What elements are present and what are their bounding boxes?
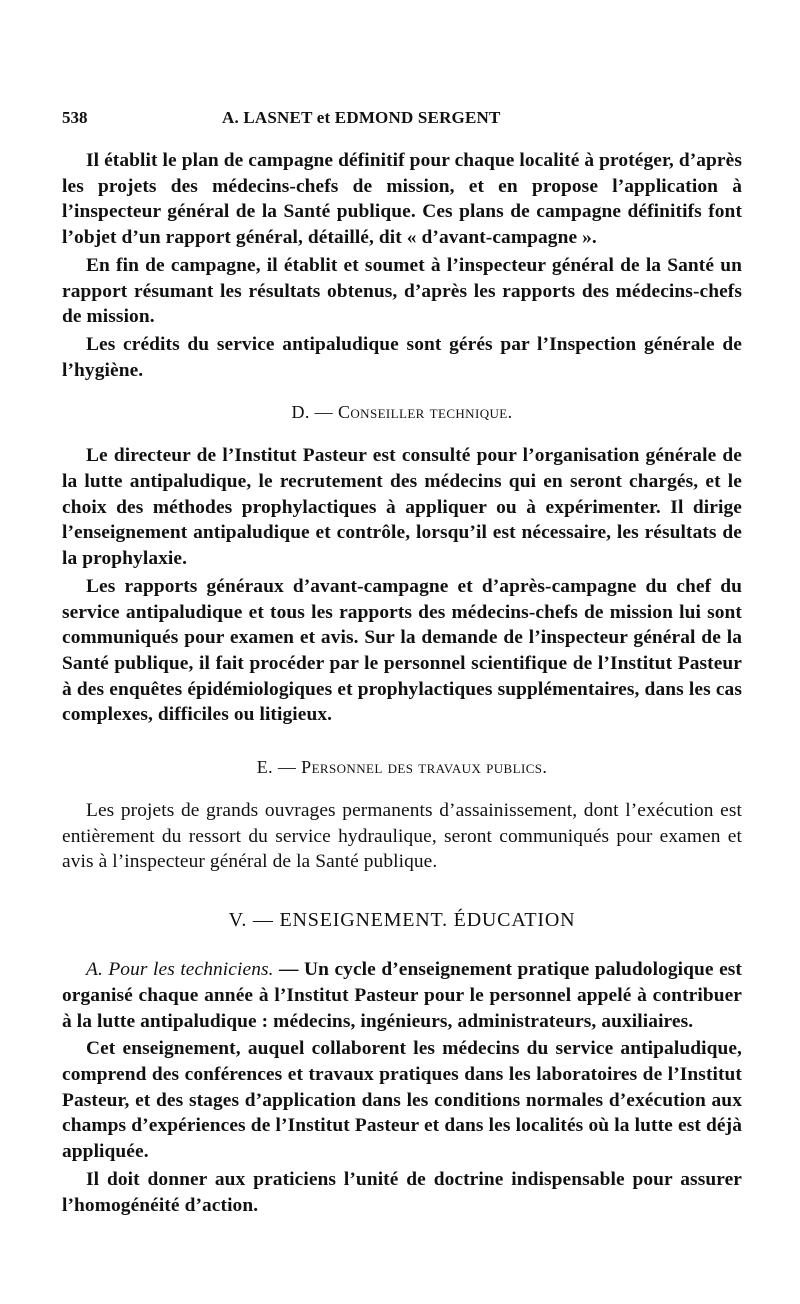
paragraph-technicians: [62, 957, 742, 1034]
paragraph-credits: Les crédits du service antipaludique sont gérés par l’Inspection générale de l’hygiène.: [62, 333, 742, 381]
paragraph-reports-communicated: Les rapports généraux d’avant-campagne et d’après-campagne du chef du service antipaludique et tous les rapports des médecins-chefs de mission lui sont communiqués pour examen et avis. Sur la demande de l’inspecteur général de la Santé publique, il fait procéder par le personnel scientifique de l’Institut Pasteur à des enquêtes épidémiologiques et prophylactiques supplémentaires, dans les cas complexes, difficiles ou litigieux.: [62, 575, 742, 726]
page-number: 538: [62, 108, 88, 127]
chapter-heading-education: V. — ENSEIGNEMENT. ÉDUCATION: [228, 909, 576, 932]
section-heading-technical-advisor: D. — Conseiller technique.: [291, 402, 513, 423]
paragraph-sanitation-projects: Les projets de grands ouvrages permanents d’assainissement, dont l’exécution est entièrement du ressort du service hydraulique, seront communiqués pour examen et avis à l’inspecteur général de la Santé publique.: [62, 800, 742, 873]
document-page: [62, 108, 742, 1220]
running-head: [62, 108, 742, 148]
technicians-label: A. Pour les techniciens.: [86, 959, 274, 981]
paragraph-teaching-program: Cet enseignement, auquel collaborent les médecins du service antipaludique, comprend des conférences et travaux pratiques dans les laboratoires de l’Institut Pasteur, et des stages d’application dans les conditions normales d’exécution aux champs d’expériences de l’Institut Pasteur et dans les localités où la lutte est déjà appliquée.: [62, 1038, 742, 1163]
spacer: [62, 730, 742, 744]
paragraph-pasteur-director: Le directeur de l’Institut Pasteur est consulté pour l’organisation générale de la lutte antipaludique, le recrutement des médecins qui en seront chargés, et le choix des méthodes prophylactiques à appliquer ou à expérimenter. Il dirige l’enseignement antipaludique et contrôle, lorsqu’il est nécessaire, les résultats de la prophylaxie.: [62, 445, 742, 570]
running-title: A. LASNET et EDMOND SERGENT: [222, 108, 501, 127]
paragraph-unity-doctrine: Il doit donner aux praticiens l’unité de doctrine indispensable pour assurer l’homogénéité d’action.: [62, 1168, 742, 1216]
section-heading-public-works: E. — Personnel des travaux publics.: [256, 757, 548, 778]
paragraph-campaign-plan: Il établit le plan de campagne définitif pour chaque localité à protéger, d’après les projets des médecins-chefs de mission, et en propose l’application à l’inspecteur général de la Santé publique. Ces plans de campagne définitifs font l’objet d’un rapport général, détaillé, dit « d’avant-campagne ».: [62, 150, 742, 249]
spacer: [62, 385, 742, 389]
paragraph-end-campaign-report: En fin de campagne, il établit et soumet à l’inspecteur général de la Santé un rapport résumant les résultats obtenus, d’après les rapports des médecins-chefs de mission.: [62, 254, 742, 328]
technicians-text: — Un cycle d’enseignement pratique paludologique est organisé chaque année à l’Institut Pasteur pour le personnel appelé à contribuer à la lutte antipaludique : médecins, ingénieurs, administrateurs, auxiliaires.: [62, 959, 742, 1032]
